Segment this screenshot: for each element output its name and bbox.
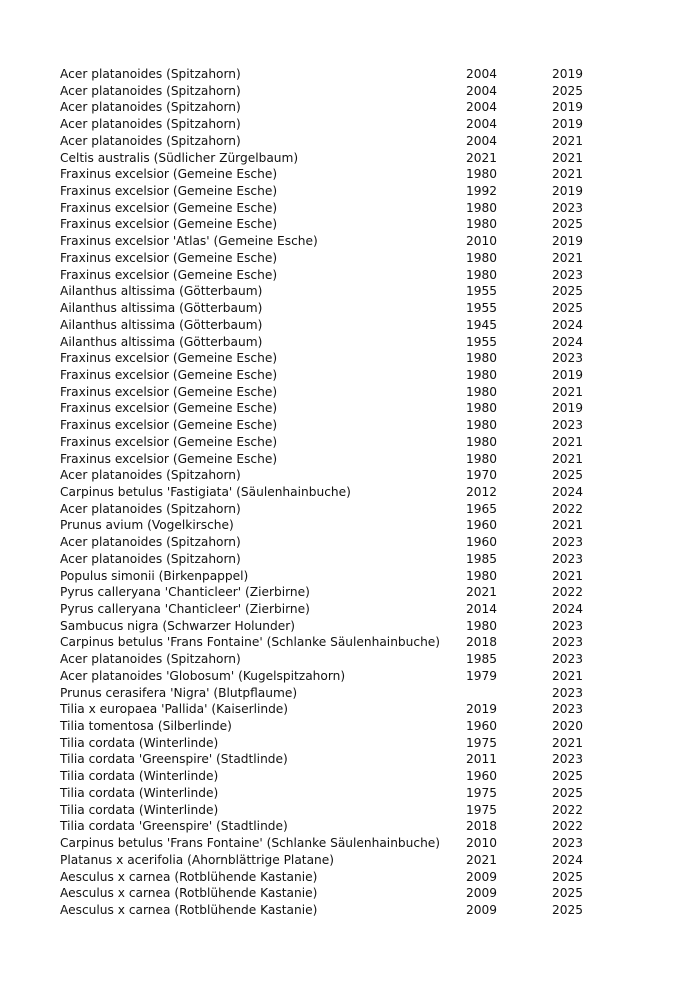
table-row [60,668,620,685]
tree-species-name: Ailanthus altissima (Götterbaum) [60,284,263,299]
planting-year: 2019 [466,702,498,717]
inspection-year: 2019 [552,401,584,416]
inspection-year: 2022 [552,585,584,600]
tree-species-name: Fraxinus excelsior (Gemeine Esche) [60,401,278,416]
table-row [60,133,620,150]
table-row [60,400,620,417]
inspection-year: 2021 [552,451,584,466]
table-row [60,651,620,668]
tree-species-name: Tilia cordata (Winterlinde) [60,735,219,750]
inspection-year: 2025 [552,217,584,232]
inspection-year: 2025 [552,902,584,917]
tree-species-name: Populus simonii (Birkenpappel) [60,568,249,583]
planting-year: 2004 [466,117,498,132]
planting-year: 1955 [466,334,498,349]
inspection-year: 2019 [552,100,584,115]
planting-year: 2009 [466,902,498,917]
planting-year: 1980 [466,200,498,215]
tree-species-name: Fraxinus excelsior (Gemeine Esche) [60,351,278,366]
tree-species-name: Acer platanoides (Spitzahorn) [60,117,241,132]
table-row [60,618,620,635]
table-row [60,501,620,518]
inspection-year: 2023 [552,418,584,433]
tree-species-name: Carpinus betulus 'Fastigiata' (Säulenhainbuche) [60,484,351,499]
tree-species-name: Tilia cordata (Winterlinde) [60,785,219,800]
tree-species-name: Carpinus betulus 'Frans Fontaine' (Schlanke Säulenhainbuche) [60,836,441,851]
inspection-year: 2025 [552,83,584,98]
tree-species-name: Tilia cordata 'Greenspire' (Stadtlinde) [60,752,288,767]
inspection-year: 2024 [552,602,584,616]
tree-species-name: Acer platanoides (Spitzahorn) [60,67,241,81]
tree-species-name: Fraxinus excelsior (Gemeine Esche) [60,250,278,265]
planting-year: 1970 [466,468,498,483]
planting-year: 1980 [466,401,498,416]
tree-species-name: Acer platanoides (Spitzahorn) [60,468,241,483]
inspection-year: 2024 [552,484,584,499]
table-row [60,116,620,133]
planting-year: 2004 [466,83,498,98]
tree-species-name: Tilia x europaea 'Pallida' (Kaiserlinde) [60,702,289,717]
tree-species-name: Fraxinus excelsior (Gemeine Esche) [60,200,278,215]
table-row [60,885,620,902]
table-row [60,183,620,200]
tree-species-name: Fraxinus excelsior (Gemeine Esche) [60,167,278,182]
inspection-year: 2025 [552,301,584,316]
inspection-year: 2024 [552,334,584,349]
inspection-year: 2021 [552,434,584,449]
inspection-year: 2021 [552,568,584,583]
tree-species-name: Tilia cordata 'Greenspire' (Stadtlinde) [60,819,288,834]
tree-species-name: Fraxinus excelsior (Gemeine Esche) [60,451,278,466]
tree-species-name: Acer platanoides (Spitzahorn) [60,501,241,516]
planting-year: 2021 [466,150,498,165]
inspection-year: 2023 [552,752,584,767]
planting-year: 2018 [466,635,498,650]
table-row [60,150,620,167]
table-row [60,818,620,835]
table-row [60,802,620,819]
planting-year: 1980 [466,434,498,449]
table-row [60,83,620,100]
planting-year: 1979 [466,668,498,683]
table-row [60,367,620,384]
planting-year: 1980 [466,367,498,382]
inspection-year: 2023 [552,836,584,851]
inspection-year: 2022 [552,819,584,834]
tree-species-name: Acer platanoides 'Globosum' (Kugelspitzahorn) [60,668,346,683]
table-row [60,484,620,501]
tree-species-name: Fraxinus excelsior (Gemeine Esche) [60,418,278,433]
planting-year: 2021 [466,585,498,600]
planting-year: 2014 [466,602,498,616]
inspection-year: 2025 [552,468,584,483]
table-row [60,634,620,651]
inspection-year: 2022 [552,501,584,516]
inspection-year: 2023 [552,200,584,215]
tree-species-name: Aesculus x carnea (Rotblühende Kastanie) [60,886,318,901]
planting-year: 1985 [466,652,498,667]
table-row [60,869,620,886]
inspection-year: 2022 [552,802,584,817]
table-row [60,718,620,735]
planting-year: 1975 [466,802,498,817]
tree-species-name: Fraxinus excelsior (Gemeine Esche) [60,434,278,449]
table-row [60,334,620,351]
inspection-year: 2023 [552,618,584,633]
table-row [60,384,620,401]
table-row [60,551,620,568]
table-row [60,534,620,551]
planting-year: 1960 [466,518,498,533]
tree-species-name: Fraxinus excelsior (Gemeine Esche) [60,367,278,382]
inspection-year: 2021 [552,250,584,265]
table-row [60,267,620,284]
inspection-year: 2019 [552,367,584,382]
tree-species-name: Aesculus x carnea (Rotblühende Kastanie) [60,869,318,884]
table-row [60,467,620,484]
table-row [60,317,620,334]
planting-year: 1960 [466,719,498,734]
table-row [60,852,620,869]
inspection-year: 2023 [552,267,584,282]
table-row [60,66,620,83]
tree-species-name: Fraxinus excelsior (Gemeine Esche) [60,267,278,282]
table-row [60,768,620,785]
inspection-year: 2021 [552,518,584,533]
planting-year: 1985 [466,551,498,566]
tree-species-name: Acer platanoides (Spitzahorn) [60,535,241,550]
inspection-year: 2025 [552,769,584,784]
table-row [60,584,620,601]
inspection-year: 2021 [552,167,584,182]
planting-year: 2010 [466,836,498,851]
planting-year: 2004 [466,100,498,115]
table-row [60,568,620,585]
table-row [60,250,620,267]
planting-year: 1975 [466,735,498,750]
tree-species-name: Celtis australis (Südlicher Zürgelbaum) [60,150,299,165]
inspection-year: 2023 [552,351,584,366]
planting-year: 1955 [466,284,498,299]
inspection-year: 2023 [552,652,584,667]
tree-species-name: Tilia cordata (Winterlinde) [60,802,219,817]
table-row [60,751,620,768]
table-row [60,350,620,367]
planting-year: 2021 [466,852,498,867]
planting-year: 2009 [466,869,498,884]
table-row [60,166,620,183]
tree-species-name: Tilia tomentosa (Silberlinde) [60,719,232,734]
tree-species-name: Acer platanoides (Spitzahorn) [60,100,241,115]
inspection-year: 2023 [552,635,584,650]
table-row [60,835,620,852]
planting-year: 1980 [466,167,498,182]
tree-species-name: Platanus x acerifolia (Ahornblättrige Platane) [60,852,335,867]
tree-species-name: Ailanthus altissima (Götterbaum) [60,317,263,332]
planting-year: 1960 [466,535,498,550]
planting-year: 1975 [466,785,498,800]
tree-species-name: Ailanthus altissima (Götterbaum) [60,334,263,349]
tree-species-name: Pyrus calleryana 'Chanticleer' (Zierbirne) [60,602,310,616]
planting-year: 2011 [466,752,498,767]
tree-species-name: Acer platanoides (Spitzahorn) [60,551,241,566]
table-row [60,902,620,919]
table-row [60,283,620,300]
tree-species-name: Prunus avium (Vogelkirsche) [60,518,234,533]
planting-year: 2018 [466,819,498,834]
inspection-year: 2025 [552,869,584,884]
planting-year: 1980 [466,250,498,265]
tree-species-name: Tilia cordata (Winterlinde) [60,769,219,784]
tree-species-name: Fraxinus excelsior (Gemeine Esche) [60,184,278,199]
table-row [60,200,620,217]
planting-year: 1980 [466,351,498,366]
planting-year: 1980 [466,384,498,399]
tree-species-name: Pyrus calleryana 'Chanticleer' (Zierbirne) [60,585,310,600]
table-row [60,233,620,250]
inspection-year: 2021 [552,735,584,750]
tree-species-name: Carpinus betulus 'Frans Fontaine' (Schlanke Säulenhainbuche) [60,635,441,650]
planting-year: 1945 [466,317,498,332]
table-row [60,434,620,451]
tree-species-name: Acer platanoides (Spitzahorn) [60,83,241,98]
planting-year: 1992 [466,184,498,199]
table-row [60,685,620,702]
inspection-year: 2020 [552,719,584,734]
inspection-year: 2024 [552,852,584,867]
table-row [60,785,620,802]
table-row [60,216,620,233]
inspection-year: 2019 [552,117,584,132]
tree-species-name: Fraxinus excelsior (Gemeine Esche) [60,384,278,399]
tree-list-table [60,66,620,919]
tree-species-name: Sambucus nigra (Schwarzer Holunder) [60,618,295,633]
planting-year: 1955 [466,301,498,316]
tree-species-name: Acer platanoides (Spitzahorn) [60,652,241,667]
tree-species-name: Fraxinus excelsior 'Atlas' (Gemeine Esche) [60,234,318,249]
inspection-year: 2021 [552,668,584,683]
inspection-year: 2025 [552,886,584,901]
planting-year: 1980 [466,568,498,583]
table-row [60,451,620,468]
planting-year: 1980 [466,618,498,633]
inspection-year: 2023 [552,702,584,717]
table-row [60,601,620,618]
tree-species-name: Aesculus x carnea (Rotblühende Kastanie) [60,902,318,917]
inspection-year: 2023 [552,685,584,700]
planting-year: 2004 [466,133,498,148]
inspection-year: 2025 [552,284,584,299]
table-row [60,300,620,317]
planting-year: 2012 [466,484,498,499]
planting-year: 2004 [466,67,498,81]
planting-year: 2009 [466,886,498,901]
table-row [60,701,620,718]
planting-year: 1980 [466,418,498,433]
planting-year: 1980 [466,217,498,232]
planting-year: 1980 [466,267,498,282]
tree-species-name: Acer platanoides (Spitzahorn) [60,133,241,148]
inspection-year: 2019 [552,234,584,249]
table-row [60,735,620,752]
inspection-year: 2024 [552,317,584,332]
planting-year: 1980 [466,451,498,466]
inspection-year: 2019 [552,67,584,81]
inspection-year: 2019 [552,184,584,199]
table-row [60,99,620,116]
table-row [60,517,620,534]
inspection-year: 2023 [552,535,584,550]
planting-year: 2010 [466,234,498,249]
tree-species-name: Fraxinus excelsior (Gemeine Esche) [60,217,278,232]
planting-year: 1960 [466,769,498,784]
inspection-year: 2023 [552,551,584,566]
inspection-year: 2021 [552,150,584,165]
inspection-year: 2025 [552,785,584,800]
tree-species-name: Ailanthus altissima (Götterbaum) [60,301,263,316]
inspection-year: 2021 [552,384,584,399]
tree-species-name: Prunus cerasifera 'Nigra' (Blutpflaume) [60,685,298,700]
planting-year: 1965 [466,501,498,516]
inspection-year: 2021 [552,133,584,148]
table-row [60,417,620,434]
